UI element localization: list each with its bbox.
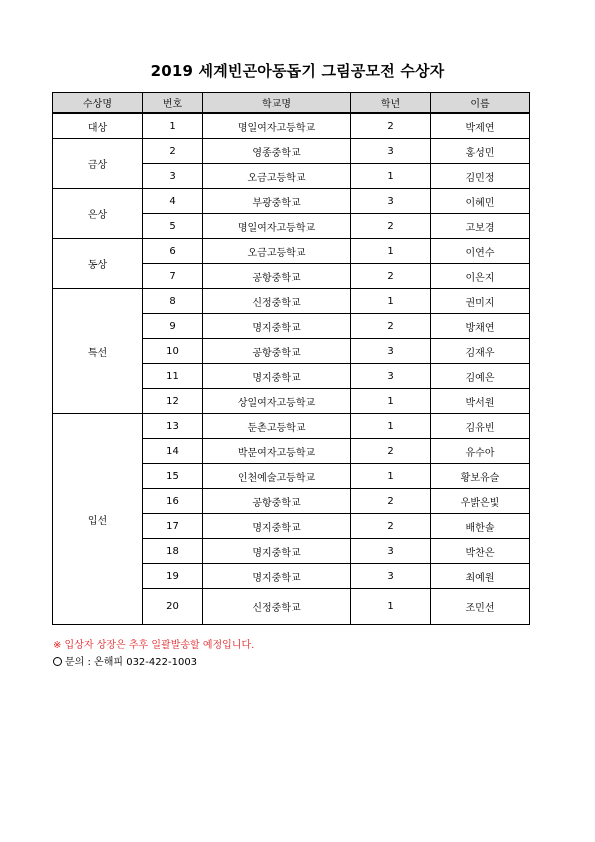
table-row [53,113,530,139]
cell-number: 14 [143,439,203,464]
cell-number: 12 [143,389,203,414]
cell-school: 명지중학교 [203,539,351,564]
page-title: 2019 세계빈곤아동돕기 그림공모전 수상자 [150,62,445,80]
cell-number: 6 [143,239,203,264]
cell-name: 유수아 [431,439,530,464]
cell-grade: 1 [351,164,431,189]
cell-school: 오금고등학교 [203,164,351,189]
cell-number: 3 [143,164,203,189]
table-row [53,414,530,439]
cell-grade: 1 [351,414,431,439]
cell-award: 은상 [53,189,143,239]
table-header-row [53,93,530,114]
cell-grade: 2 [351,514,431,539]
cell-number: 20 [143,589,203,625]
notice-text: ※ 입상자 상장은 추후 일괄발송할 예정입니다. [53,640,255,651]
cell-grade: 3 [351,539,431,564]
cell-grade: 3 [351,139,431,164]
cell-number: 9 [143,314,203,339]
cell-number: 16 [143,489,203,514]
header-school: 학교명 [203,93,351,114]
cell-grade: 1 [351,464,431,489]
cell-school: 공항중학교 [203,339,351,364]
table-body [53,113,530,625]
cell-school: 명지중학교 [203,514,351,539]
header-grade: 학년 [351,93,431,114]
cell-school: 명지중학교 [203,364,351,389]
cell-number: 11 [143,364,203,389]
cell-number: 4 [143,189,203,214]
cell-grade: 2 [351,214,431,239]
cell-name: 고보경 [431,214,530,239]
cell-school: 공항중학교 [203,264,351,289]
cell-grade: 3 [351,564,431,589]
cell-school: 부광중학교 [203,189,351,214]
cell-number: 17 [143,514,203,539]
cell-school: 공항중학교 [203,489,351,514]
cell-award: 입선 [53,414,143,625]
cell-name: 김예은 [431,364,530,389]
winners-table [52,92,530,625]
cell-grade: 3 [351,364,431,389]
cell-school: 명일여자고등학교 [203,214,351,239]
table-row [53,239,530,264]
cell-name: 김재우 [431,339,530,364]
cell-school: 둔촌고등학교 [203,414,351,439]
cell-school: 박문여자고등학교 [203,439,351,464]
cell-name: 김유빈 [431,414,530,439]
cell-number: 19 [143,564,203,589]
cell-name: 우밝은빛 [431,489,530,514]
cell-award: 금상 [53,139,143,189]
contact-line [53,654,254,671]
cell-name: 이연수 [431,239,530,264]
cell-school: 신정중학교 [203,589,351,625]
cell-grade: 1 [351,289,431,314]
cell-name: 황보유슬 [431,464,530,489]
cell-name: 홍성민 [431,139,530,164]
cell-grade: 2 [351,113,431,139]
cell-number: 15 [143,464,203,489]
cell-school: 오금고등학교 [203,239,351,264]
table-row [53,289,530,314]
cell-number: 13 [143,414,203,439]
cell-grade: 2 [351,314,431,339]
cell-grade: 3 [351,339,431,364]
table-row [53,139,530,164]
cell-number: 10 [143,339,203,364]
cell-name: 박제연 [431,113,530,139]
cell-grade: 2 [351,439,431,464]
cell-award: 동상 [53,239,143,289]
table-row [53,189,530,214]
cell-award: 특선 [53,289,143,414]
cell-school: 명일여자고등학교 [203,113,351,139]
cell-name: 박찬은 [431,539,530,564]
cell-number: 1 [143,113,203,139]
cell-grade: 2 [351,489,431,514]
cell-number: 2 [143,139,203,164]
cell-number: 7 [143,264,203,289]
cell-school: 명지중학교 [203,314,351,339]
cell-number: 8 [143,289,203,314]
cell-grade: 1 [351,389,431,414]
cell-name: 권미지 [431,289,530,314]
cell-name: 이은지 [431,264,530,289]
cell-grade: 2 [351,264,431,289]
cell-name: 배한솔 [431,514,530,539]
notes [53,637,254,671]
cell-number: 18 [143,539,203,564]
cell-name: 최예원 [431,564,530,589]
cell-number: 5 [143,214,203,239]
cell-name: 김민정 [431,164,530,189]
cell-name: 이혜민 [431,189,530,214]
circle-bullet-icon [53,657,62,666]
cell-school: 영종중학교 [203,139,351,164]
cell-school: 신정중학교 [203,289,351,314]
cell-school: 상일여자고등학교 [203,389,351,414]
cell-name: 조민선 [431,589,530,625]
cell-name: 박서원 [431,389,530,414]
cell-award: 대상 [53,113,143,139]
cell-grade: 1 [351,589,431,625]
header-name: 이름 [431,93,530,114]
cell-grade: 1 [351,239,431,264]
cell-school: 인천예술고등학교 [203,464,351,489]
cell-name: 방채연 [431,314,530,339]
header-award: 수상명 [53,93,143,114]
contact-text: 문의 : 온해피 032-422-1003 [65,657,198,668]
header-number: 번호 [143,93,203,114]
cell-school: 명지중학교 [203,564,351,589]
cell-grade: 3 [351,189,431,214]
